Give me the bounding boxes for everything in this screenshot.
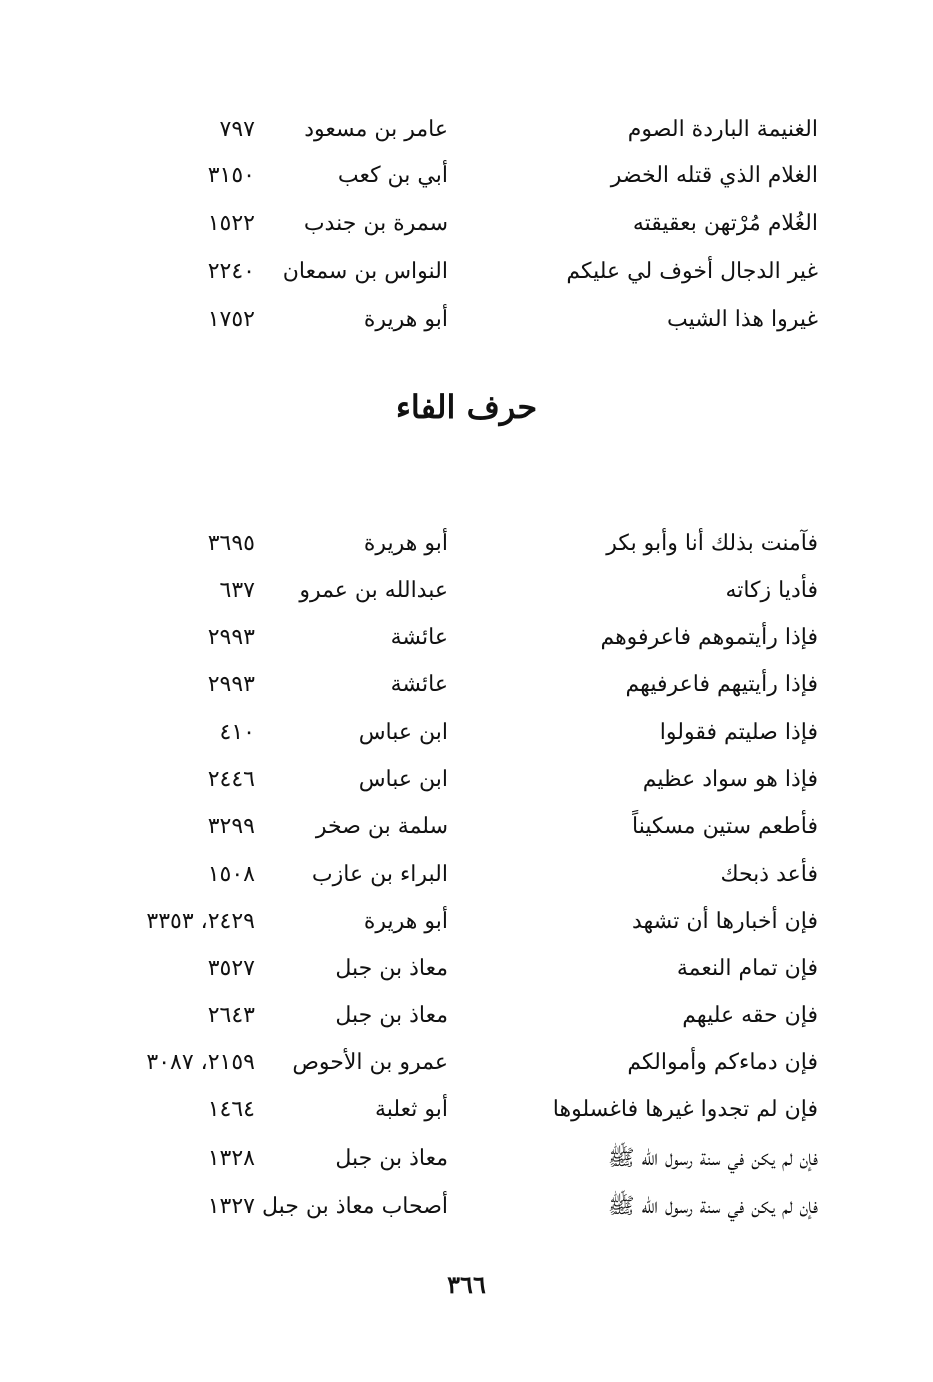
narrator: عائشة xyxy=(390,625,448,650)
hadith-text: الغنيمة الباردة الصوم xyxy=(627,117,818,142)
hadith-number: ١٣٢٧ xyxy=(207,1194,255,1219)
index-row xyxy=(0,1043,933,1083)
hadith-text: فأديا زكاته xyxy=(725,578,818,603)
hadith-number: ١٤٦٤ xyxy=(207,1097,255,1122)
section-heading: حرف الفاء xyxy=(395,388,538,426)
hadith-number: ٢٩٩٣ xyxy=(207,672,255,697)
hadith-text: فإن لم يكن في سنة رسول الله ﷺ xyxy=(607,1194,818,1219)
hadith-number: ١٥٠٨ xyxy=(207,862,255,887)
hadith-number: ٣١٥٠ xyxy=(207,163,255,188)
hadith-number: ٤١٠ xyxy=(219,720,255,745)
index-row xyxy=(0,855,933,895)
hadith-text: غيروا هذا الشيب xyxy=(667,307,818,332)
hadith-number: ٣٥٢٧ xyxy=(207,956,255,981)
narrator: البراء بن عازب xyxy=(311,862,448,887)
index-row xyxy=(0,618,933,658)
hadith-text: فإن لم تجدوا غيرها فاغسلوها xyxy=(552,1097,818,1122)
hadith-number: ٢٤٤٦ xyxy=(207,767,255,792)
index-row xyxy=(0,996,933,1036)
narrator: سلمة بن صخر xyxy=(315,814,448,839)
hadith-number: ٢١٥٩، ٣٠٨٧ xyxy=(146,1050,255,1075)
narrator: سمرة بن جندب xyxy=(303,211,448,236)
hadith-number: ١٧٥٢ xyxy=(207,307,255,332)
narrator: عمرو بن الأحوص xyxy=(292,1050,448,1075)
index-row xyxy=(0,300,933,340)
index-row xyxy=(0,1090,933,1130)
hadith-number: ٣٦٩٥ xyxy=(207,531,255,556)
index-row xyxy=(0,1187,933,1227)
index-row xyxy=(0,204,933,244)
narrator: ابن عباس xyxy=(358,767,448,792)
hadith-text: الغُلام مُرْتهن بعقيقته xyxy=(632,211,818,236)
hadith-number: ١٣٢٨ xyxy=(207,1146,255,1171)
index-row xyxy=(0,665,933,705)
index-row xyxy=(0,1139,933,1179)
index-row xyxy=(0,949,933,989)
hadith-text: فأطعم ستين مسكيناً xyxy=(632,814,818,839)
index-row xyxy=(0,524,933,564)
hadith-text: فإن أخبارها أن تشهد xyxy=(631,909,818,934)
hadith-text: فإذا صليتم فقولوا xyxy=(659,720,818,745)
narrator: أبي بن كعب xyxy=(337,163,448,188)
index-row xyxy=(0,902,933,942)
hadith-text: فإذا رأيتيهم فاعرفيهم xyxy=(625,672,818,697)
hadith-text: فإذا هو سواد عظيم xyxy=(642,767,818,792)
hadith-text: فإذا رأيتموهم فاعرفوهم xyxy=(600,625,818,650)
hadith-text: غير الدجال أخوف لي عليكم xyxy=(566,259,818,284)
index-row xyxy=(0,760,933,800)
hadith-text: فإن لم يكن في سنة رسول الله ﷺ xyxy=(607,1146,818,1171)
index-row xyxy=(0,807,933,847)
hadith-number: ٧٩٧ xyxy=(219,117,255,142)
narrator: عامر بن مسعود xyxy=(304,117,448,142)
index-row xyxy=(0,713,933,753)
hadith-number: ٢٩٩٣ xyxy=(207,625,255,650)
narrator: معاذ بن جبل xyxy=(335,1146,448,1171)
hadith-text: الغلام الذي قتله الخضر xyxy=(610,163,818,188)
hadith-number: ٣٢٩٩ xyxy=(207,814,255,839)
page-number: ٣٦٦ xyxy=(447,1270,486,1299)
index-row xyxy=(0,110,933,150)
narrator: أبو هريرة xyxy=(363,909,448,934)
hadith-number: ٢٢٤٠ xyxy=(207,259,255,284)
narrator: أبو هريرة xyxy=(363,531,448,556)
hadith-number: ٦٣٧ xyxy=(219,578,255,603)
hadith-number: ١٥٢٢ xyxy=(207,211,255,236)
narrator: أصحاب معاذ بن جبل xyxy=(261,1194,448,1219)
narrator: معاذ بن جبل xyxy=(335,1003,448,1028)
narrator: ابن عباس xyxy=(358,720,448,745)
hadith-number: ٢٤٢٩، ٣٣٥٣ xyxy=(146,909,255,934)
hadith-text: فإن دماءكم وأموالكم xyxy=(627,1050,818,1075)
hadith-text: فإن تمام النعمة xyxy=(676,956,818,981)
hadith-text: فأعد ذبحك xyxy=(720,862,818,887)
hadith-text: فإن حقه عليهم xyxy=(682,1003,818,1028)
narrator: أبو هريرة xyxy=(363,307,448,332)
narrator: عائشة xyxy=(390,672,448,697)
narrator: معاذ بن جبل xyxy=(335,956,448,981)
index-row xyxy=(0,571,933,611)
narrator: أبو ثعلبة xyxy=(374,1097,448,1122)
hadith-text: فآمنت بذلك أنا وأبو بكر xyxy=(606,531,818,556)
narrator: عبدالله بن عمرو xyxy=(299,578,448,603)
index-row xyxy=(0,156,933,196)
hadith-number: ٢٦٤٣ xyxy=(207,1003,255,1028)
index-row xyxy=(0,252,933,292)
narrator: النواس بن سمعان xyxy=(282,259,448,284)
